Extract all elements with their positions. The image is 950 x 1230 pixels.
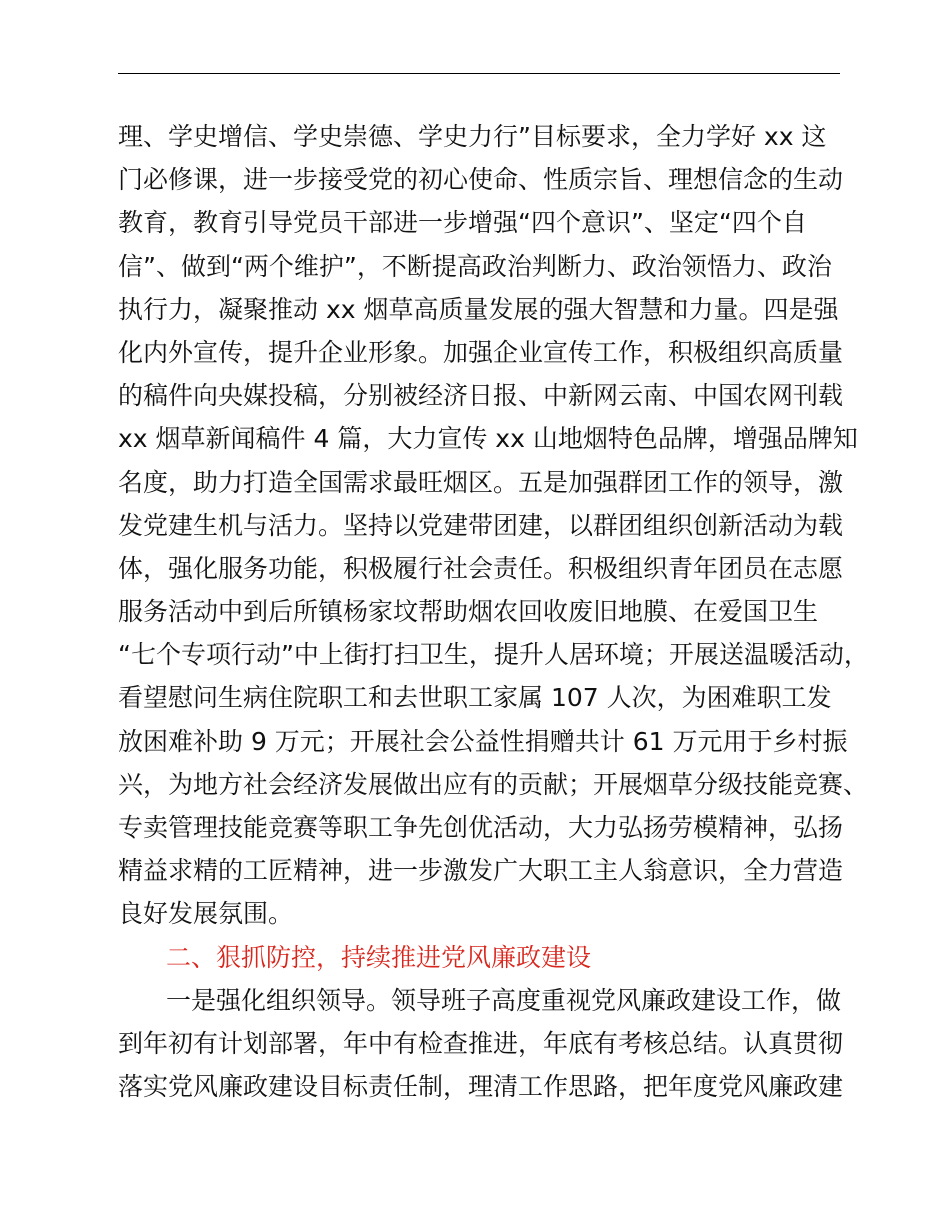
- paragraph-line: “七个专项行动”中上街打扫卫生，提升人居环境；开展送温暖活动，: [118, 640, 869, 670]
- paragraph-line: 的稿件向央媒投稿，分别被经济日报、中新网云南、中国农网刊载: [118, 381, 844, 411]
- paragraph-line: 理、学史增信、学史崇德、学史力行”目标要求，全力学好 xx 这: [118, 122, 827, 151]
- section-paragraph-line: 落实党风廉政建设目标责任制，理清工作思路，把年度党风廉政建: [118, 1072, 844, 1102]
- section-heading: 二、狠抓防控，持续推进党风廉政建设: [166, 942, 592, 972]
- paragraph-line: 信”、做到“两个维护”，不断提高政治判断力、政治领悟力、政治: [118, 251, 832, 281]
- paragraph-line: 精益求精的工匠精神，进一步激发广大职工主人翁意识，全力营造: [118, 856, 844, 886]
- paragraph-line: 发党建生机与活力。坚持以党建带团建，以群团组织创新活动为载: [118, 510, 844, 540]
- paragraph-line: 看望慰问生病住院职工和去世职工家属 107 人次，为困难职工发: [118, 683, 832, 713]
- paragraph-line: 专卖管理技能竞赛等职工争先创优活动，大力弘扬劳模精神，弘扬: [118, 813, 844, 842]
- paragraph-line: 体，强化服务功能，积极履行社会责任。积极组织青年团员在志愿: [118, 553, 844, 583]
- paragraph-line: 教育，教育引导党员干部进一步增强“四个意识”、坚定“四个自: [118, 208, 807, 238]
- header-rule: [118, 73, 840, 74]
- paragraph-line: 放困难补助 9 万元；开展社会公益性捐赠共计 61 万元用于乡村振: [118, 726, 848, 756]
- paragraph-line: 兴，为地方社会经济发展做出应有的贡献；开展烟草分级技能竞赛、: [118, 769, 869, 799]
- paragraph-line: 化内外宣传，提升企业形象。加强企业宣传工作，积极组织高质量: [118, 337, 844, 367]
- section-paragraph-line: 到年初有计划部署，年中有检查推进，年底有考核总结。认真贯彻: [118, 1028, 844, 1058]
- section-paragraph-line: 一是强化组织领导。领导班子高度重视党风廉政建设工作，做: [166, 985, 842, 1015]
- paragraph-line: 良好发展氛围。: [118, 899, 294, 929]
- body-text: [118, 115, 869, 1108]
- paragraph-line: 门必修课，进一步接受党的初心使命、性质宗旨、理想信念的生动: [118, 165, 844, 195]
- paragraph-line: 执行力，凝聚推动 xx 烟草高质量发展的强大智慧和力量。四是强: [118, 294, 839, 324]
- paragraph-line: xx 烟草新闻稿件 4 篇，大力宣传 xx 山地烟特色品牌，增强品牌知: [118, 424, 858, 454]
- paragraph-line: 服务活动中到后所镇杨家坟帮助烟农回收废旧地膜、在爱国卫生: [118, 597, 819, 627]
- paragraph-line: 名度，助力打造全国需求最旺烟区。五是加强群团工作的领导，激: [118, 467, 844, 497]
